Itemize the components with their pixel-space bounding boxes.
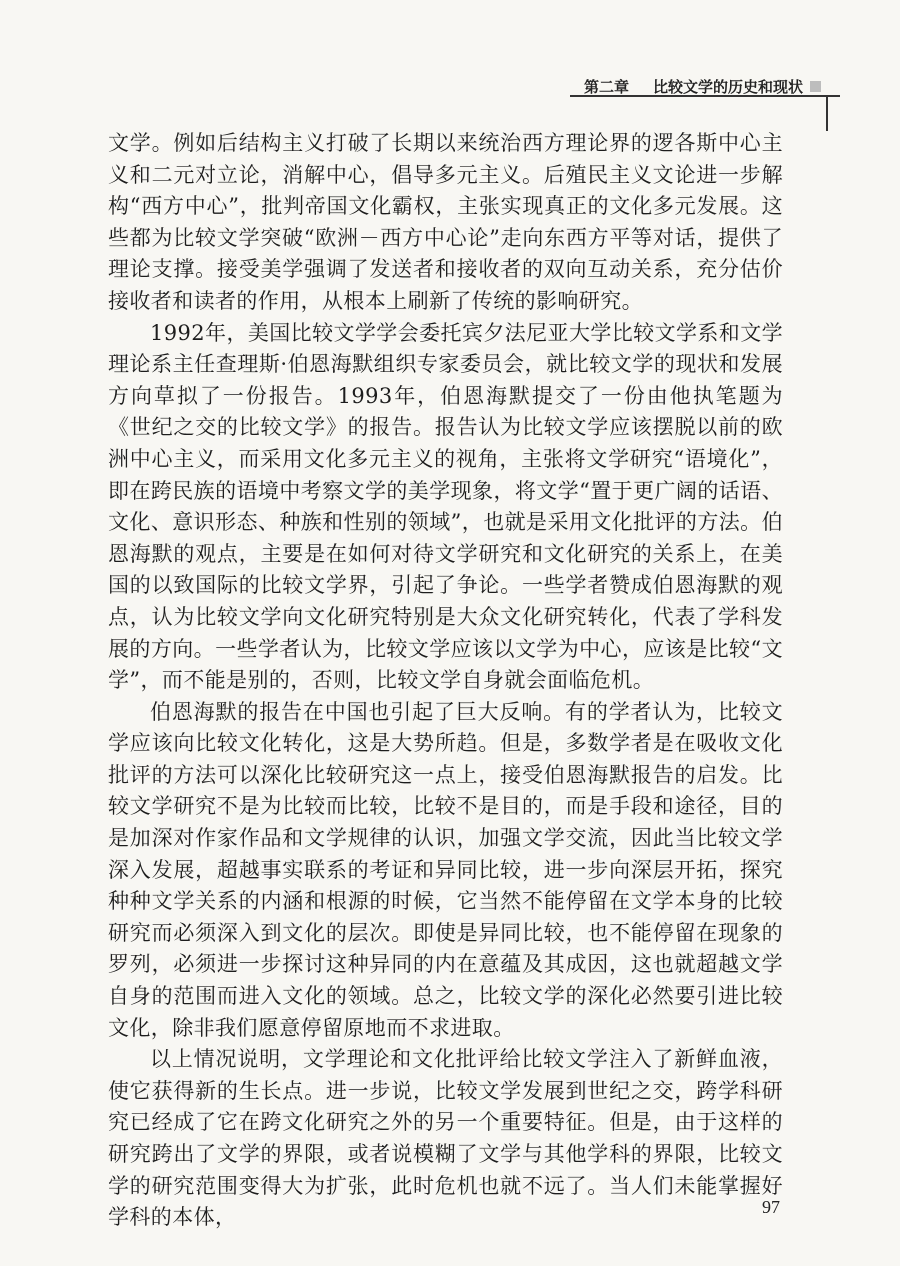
paragraph: 以上情况说明，文学理论和文化批评给比较文学注入了新鲜血液，使它获得新的生长点。进一步说，比较文学发展到世纪之交，跨学科研究已经成了它在跨文化研究之外的另一个重要特征。但是，由于这样的研究跨出了文学的界限，或者说模糊了文学与其他学科的界限，比较文学的研究范围变得大为扩张，此时危机也就不远了。当人们未能掌握好学科的本体， xyxy=(108,1047,783,1230)
running-head-marker-icon xyxy=(810,81,821,92)
paragraph: 1992年，美国比较文学学会委托宾夕法尼亚大学比较文学系和文学理论系主任查理斯·伯恩海默组织专家委员会，就比较文学的现状和发展方向草拟了一份报告。1993年，伯恩海默提交了一份由他执笔题为《世纪之交的比较文学》的报告。报告认为比较文学应该摆脱以前的欧洲中心主义，而采用文化多元主义的视角，主张将文学研究“语境化”，即在跨民族的语境中考察文学的美学现象，将文学“置于更广阔的话语、文化、意识形态、种族和性别的领域”，也就是采用文化批评的方法。伯恩海默的观点，主要是在如何对待文学研究和文化研究的关系上，在美国的以致国际的比较文学界，引起了争论。一些学者赞成伯恩海默的观点，认为比较文学向文化研究特别是大众文化研究转化，代表了学科发展的方向。一些学者认为，比较文学应该以文学为中心，应该是比较“文学”，而不能是别的，否则，比较文学自身就会面临危机。 xyxy=(108,320,783,693)
running-head-title: 比较文学的历史和现状 xyxy=(653,77,804,96)
paragraph-continuation: 文学。例如后结构主义打破了长期以来统治西方理论界的逻各斯中心主义和二元对立论，消解中心，倡导多元主义。后殖民主义文论进一步解构“西方中心”，批判帝国文化霸权，主张实现真正的文化多元发展。这些都为比较文学突破“欧洲－西方中心论”走向东西方平等对话，提供了理论支撑。接受美学强调了发送者和接收者的双向互动关系，充分估价接收者和读者的作用，从根本上刷新了传统的影响研究。 xyxy=(108,131,783,313)
running-head-chapter: 第二章 xyxy=(584,77,630,96)
body-text xyxy=(108,128,783,1234)
paragraph: 伯恩海默的报告在中国也引起了巨大反响。有的学者认为，比较文学应该向比较文化转化，这是大势所趋。但是，多数学者是在吸收文化批评的方法可以深化比较研究这一点上，接受伯恩海默报告的启发。比较文学研究不是为比较而比较，比较不是目的，而是手段和途径，目的是加深对作家作品和文学规律的认识，加强文学交流，因此当比较文学深入发展，超越事实联系的考证和异同比较，进一步向深层开拓，探究种种文学关系的内涵和根源的时候，它当然不能停留在文学本身的比较研究而必须深入到文化的层次。即使是异同比较，也不能停留在现象的罗列，必须进一步探讨这种异同的内在意蕴及其成因，这也就超越文学自身的范围而进入文化的领域。总之，比较文学的深化必然要引进比较文化，除非我们愿意停留原地而不求进取。 xyxy=(108,699,783,1040)
page-number: 97 xyxy=(762,1197,780,1217)
running-head xyxy=(584,76,821,96)
header-vertical-rule xyxy=(826,95,828,131)
